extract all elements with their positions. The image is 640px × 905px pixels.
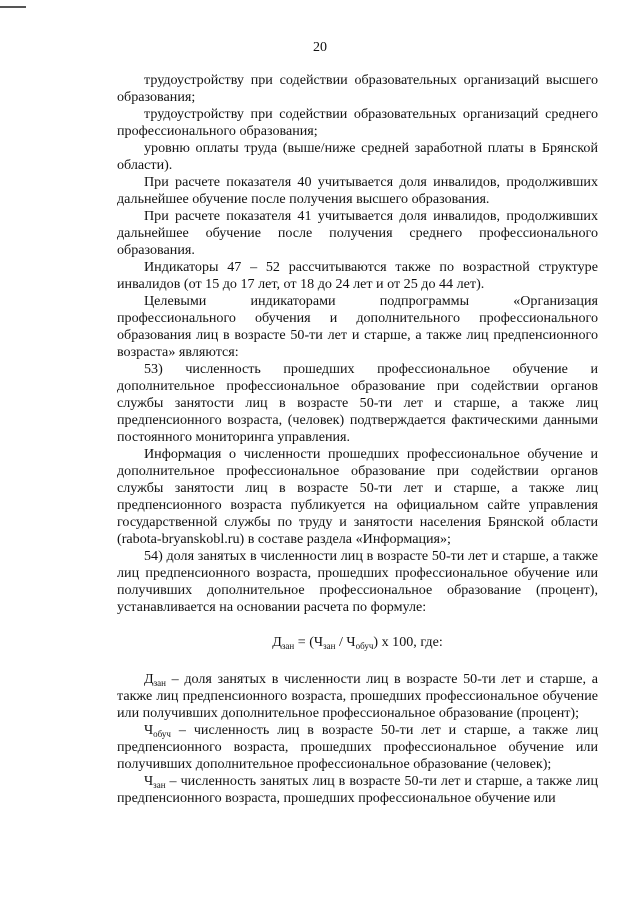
paragraph: При расчете показателя 41 учитывается доля инвалидов, продолживших дальнейшее обучение после получения среднего профессионального образования. [117,208,598,258]
formula [117,634,598,651]
definition-text: – численность занятых лиц в возрасте 50-ти лет и старше, а также лиц предпенсионного возраста, прошедших профессиональное обучение или [117,773,598,806]
formula-slash: / Ч [335,634,356,650]
definition-text: – доля занятых в численности лиц в возрасте 50-ти лет и старше, а также лиц предпенсионного возраста, прошедших профессиональное обучение или получивших дополнительное профессиональное образование (процент); [117,671,598,721]
paragraph: трудоустройству при содействии образовательных организаций высшего образования; [117,72,598,105]
definition [117,773,598,807]
formula-ch1-sub: зан [323,641,336,651]
formula-tail: ) х 100, где: [373,634,443,650]
definition [117,671,598,722]
paragraph: 53) численность прошедших профессиональное обучение и дополнительное профессиональное образование при содействии органов службы занятости лиц в возрасте 50-ти лет и старше, а также лиц предпенсионного возраста, (человек) подтверждается фактическими данными постоянного мониторинга управления. [117,361,598,445]
formula-d: Д [272,634,282,650]
definition-sub: зан [153,678,166,688]
document-body [117,72,598,807]
paragraph: трудоустройству при содействии образовательных организаций среднего профессионального образования; [117,106,598,139]
definition-sub: обуч [153,729,171,739]
paragraph: Индикаторы 47 – 52 рассчитываются также по возрастной структуре инвалидов (от 15 до 17 лет, от 18 до 24 лет и от 25 до 44 лет). [117,259,598,292]
paragraph: Информация о численности прошедших профессиональное обучение и дополнительное профессиональное образование при содействии органов службы занятости лиц в возрасте 50-ти лет и старше, а также лиц предпенсионного возраста публикуется на официальном сайте управления государственной службы по труду и занятости населения Брянской области (rabota-bryanskobl.ru) в составе раздела «Информация»; [117,446,598,547]
formula-eq-open: = (Ч [294,634,324,650]
definition [117,722,598,773]
definition-symbol: Ч [144,722,154,738]
formula-ch2-sub: обуч [355,641,374,651]
definition-symbol: Д [144,671,154,687]
page-number: 20 [313,40,327,55]
formula-d-sub: зан [281,641,295,651]
paragraph: Целевыми индикаторами подпрограммы «Организация профессионального обучения и дополнительного профессионального образования лиц в возрасте 50-ти лет и старше, а также лиц предпенсионного возраста» являются: [117,293,598,360]
paragraph: 54) доля занятых в численности лиц в возрасте 50-ти лет и старше, а также лиц предпенсионного возраста, прошедших профессиональное обучение или получивших дополнительное профессиональное образование (процент), устанавливается на основании расчета по формуле: [117,548,598,615]
paragraph: уровню оплаты труда (выше/ниже средней заработной платы в Брянской области). [117,140,598,173]
paragraph: При расчете показателя 40 учитывается доля инвалидов, продолживших дальнейшее обучение после получения высшего образования. [117,174,598,207]
definition-sub: зан [153,780,166,790]
corner-mark [0,6,26,8]
definition-text: – численность лиц в возрасте 50-ти лет и старше, а также лиц предпенсионного возраста, прошедших профессиональное обучение или получивших дополнительное профессиональное образование (человек); [117,722,598,772]
definition-symbol: Ч [144,773,154,789]
